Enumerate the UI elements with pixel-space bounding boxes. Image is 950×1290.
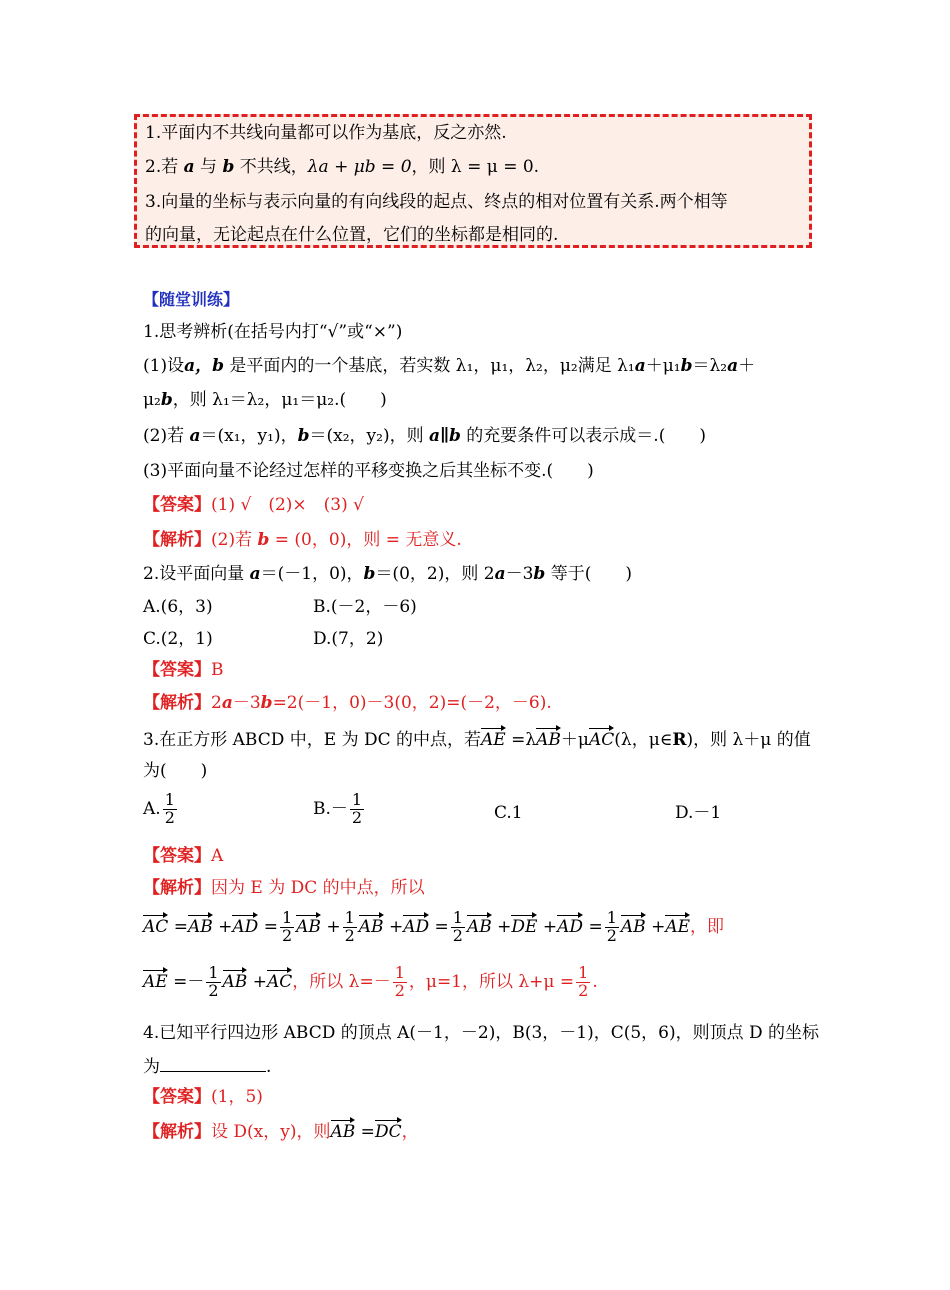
q1-p3: (3)平面向量不论经过怎样的平移变换之后其坐标不变.( )	[143, 461, 594, 481]
fraction: $\frac{1}{2}$	[606, 908, 617, 945]
q4-analysis: 【解析】设 D(x，y)，则AB =DC，	[143, 1122, 419, 1142]
q3-analysis-label: 【解析】因为 E 为 DC 的中点，所以	[143, 878, 425, 898]
q3-stem-line2: 为( )	[143, 761, 208, 781]
q4-answer: 【答案】(1，5)	[143, 1087, 263, 1107]
fraction: $\frac{1}{2}$	[281, 908, 293, 945]
tip-1: 1.平面内不共线向量都可以作为基底，反之亦然.	[145, 123, 507, 143]
q3-option-a: A. $\frac{1}{2}$	[143, 790, 175, 827]
q3-option-d: D.－1	[675, 803, 722, 823]
fraction: $\frac{1}{2}$	[164, 790, 175, 827]
tips-box	[134, 114, 812, 248]
q3-option-b: B.－ $\frac{1}{2}$	[313, 790, 363, 827]
fraction: $\frac{1}{2}$	[344, 908, 355, 945]
q1-p2: (2)若 a＝(x₁，y₁)，b＝(x₂，y₂)，则 a∥b 的充要条件可以表示成＝.( )	[143, 426, 706, 446]
q2-analysis: 【解析】2a－3b=2(－1，0)－3(0，2)=(－2，－6).	[143, 693, 552, 713]
q2-option-d: D.(7，2)	[313, 629, 384, 649]
q3-answer: 【答案】A	[143, 846, 224, 866]
q2-option-a: A.(6，3)	[143, 597, 213, 617]
q1-intro: 1.思考辨析(在括号内打“√”或“×”)	[143, 322, 403, 342]
answer-blank[interactable]	[160, 1056, 266, 1072]
q3-option-c: C.1	[494, 803, 523, 823]
tip-2: 2.若 a 与 b 不共线，λa + μb = 0，则 λ = μ = 0.	[145, 157, 540, 177]
fraction: $\frac{1}{2}$	[578, 963, 589, 1000]
q2-stem: 2.设平面向量 a＝(－1，0)，b＝(0，2)，则 2a－3b 等于( )	[143, 564, 632, 584]
fraction: $\frac{1}{2}$	[394, 963, 405, 1000]
q1-p1-line2: μ₂b，则 λ₁＝λ₂，μ₁＝μ₂.( )	[143, 390, 387, 410]
q3-equation-1: AC =AB +AD = $\frac{1}{2}$ AB + $\frac{1}{2}$ AB +AD = $\frac{1}{2}$ AB +DE +AD = $\frac{1}{2}$ AB +AE，即	[143, 908, 725, 945]
q4-stem-line2: 为 .	[143, 1057, 272, 1077]
q4-stem-line1: 4.已知平行四边形 ABCD 的顶点 A(－1，－2)，B(3，－1)，C(5，6)，则顶点 D 的坐标	[143, 1023, 820, 1043]
q3-stem-line1: 3.在正方形 ABCD 中，E 为 DC 的中点，若AE =λAB＋μAC(λ，μ∈R)，则 λ＋μ 的值	[143, 730, 811, 750]
fraction: $\frac{1}{2}$	[208, 963, 219, 1000]
fraction: $\frac{1}{2}$	[452, 908, 463, 945]
q2-answer: 【答案】B	[143, 660, 224, 680]
tip-3-line1: 3.向量的坐标与表示向量的有向线段的起点、终点的相对位置有关系.两个相等	[145, 192, 728, 212]
section-heading: 【随堂训练】	[143, 290, 240, 309]
q1-answer: 【答案】(1) √ (2)× (3) √	[143, 495, 364, 515]
q1-analysis: 【解析】(2)若 b = (0，0)，则 = 无意义.	[143, 530, 462, 550]
fraction: $\frac{1}{2}$	[351, 790, 363, 827]
tip-3-line2: 的向量，无论起点在什么位置，它们的坐标都是相同的.	[145, 225, 559, 245]
q2-option-b: B.(－2，－6)	[313, 597, 417, 617]
q3-equation-2: AE =－ $\frac{1}{2}$ AB +AC，所以 λ=－ $\frac{1}{2}$ ，μ=1，所以 λ+μ = $\frac{1}{2}$ .	[143, 963, 598, 1000]
q2-option-c: C.(2，1)	[143, 629, 213, 649]
q1-p1-line1: (1)设a，b 是平面内的一个基底，若实数 λ₁，μ₁，λ₂，μ₂满足 λ₁a＋μ₁b＝λ₂a＋	[143, 356, 756, 376]
